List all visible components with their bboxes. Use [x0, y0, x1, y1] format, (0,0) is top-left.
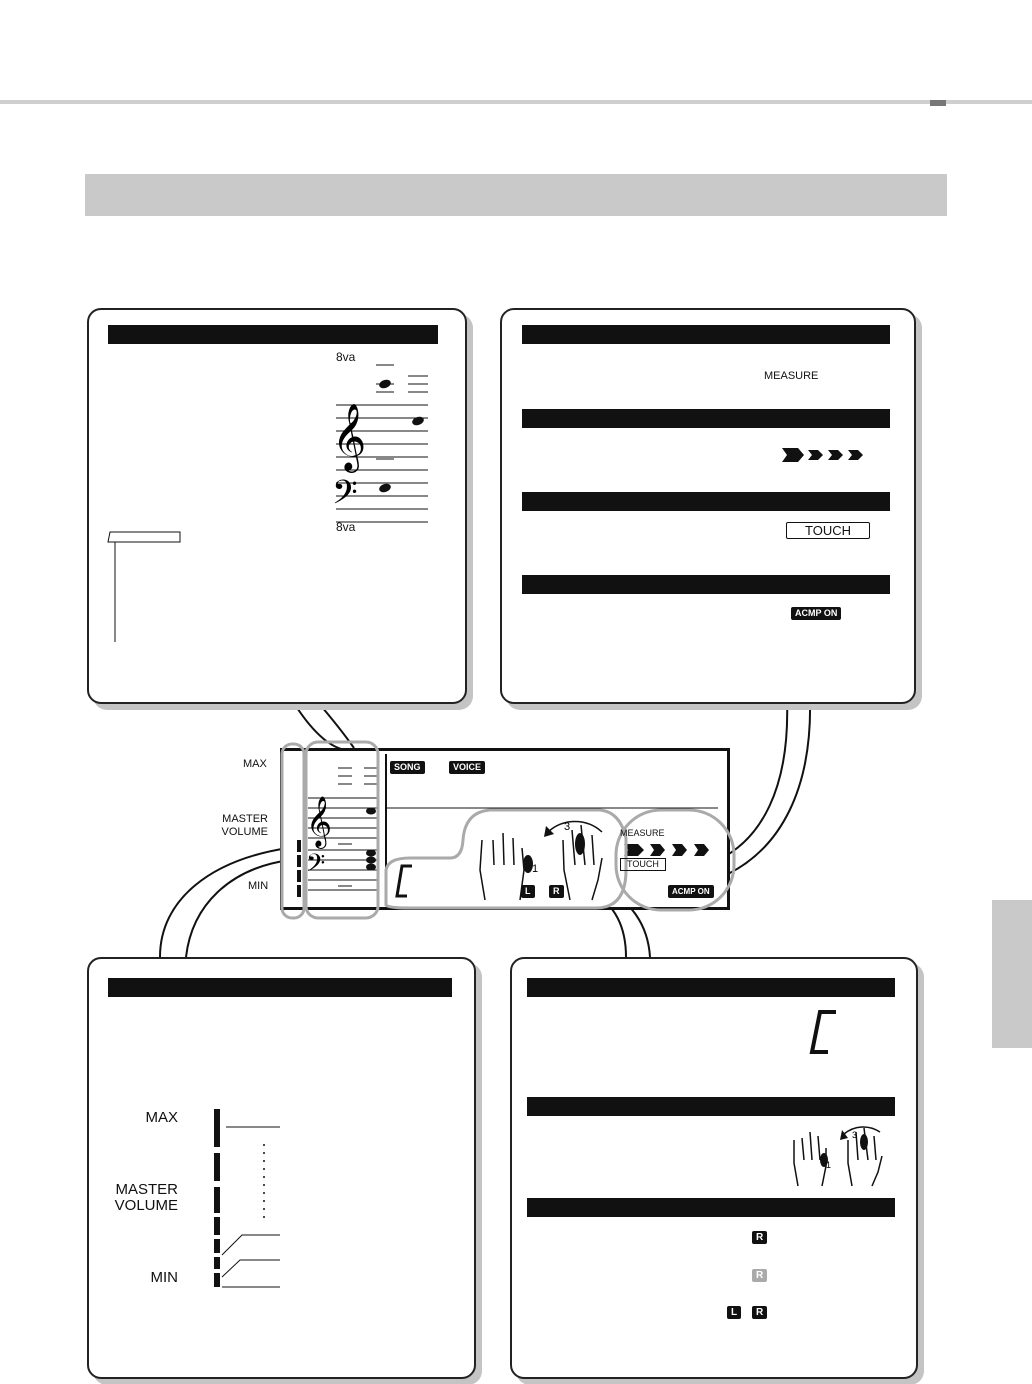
volume-min-label: MIN: [150, 1269, 178, 1286]
lcd-finger-3: 3: [564, 821, 571, 833]
lcd-volume-text: VOLUME: [221, 826, 268, 838]
lcd-volume-bars: [297, 840, 301, 897]
beat-heading: [522, 409, 890, 428]
lcd-acmp-on-badge: ACMP ON: [668, 885, 714, 898]
right-hand-badge: R: [752, 1231, 767, 1244]
treble-clef-icon: 𝄞: [332, 404, 367, 469]
volume-meter-bars: [214, 1109, 220, 1287]
fingering-hands-icon: [782, 1118, 892, 1188]
lcd-left-hand-badge: L: [521, 885, 535, 898]
chord-heading: [527, 978, 895, 997]
note-icon: [411, 415, 425, 427]
lcd-measure-label: MEASURE: [620, 828, 665, 838]
beat-arrows-icon: [782, 448, 866, 462]
lcd-min-label: MIN: [248, 880, 269, 892]
lcd-hands-icon: [480, 825, 602, 900]
right-hand-badge-both: R: [752, 1306, 767, 1319]
volume-meter-dots: [263, 1144, 265, 1218]
volume-master-text: MASTER: [115, 1181, 178, 1198]
measure-label: MEASURE: [764, 370, 819, 382]
note-icon: [378, 378, 392, 390]
lcd-voice-badge: VOICE: [449, 761, 485, 774]
volume-master-label: [100, 1182, 178, 1214]
volume-volume-text: VOLUME: [114, 1197, 178, 1214]
volume-meter: [210, 1105, 290, 1295]
bass-clef-icon: 𝄢: [332, 475, 358, 519]
octave-up-label: 8va: [336, 350, 356, 364]
note-icon: [378, 482, 392, 494]
acmp-heading: [522, 575, 890, 594]
lcd-song-badge: SONG: [390, 761, 425, 774]
lcd-master-volume-label: [218, 813, 268, 839]
chord-display-glyph: [808, 1008, 842, 1056]
left-hand-badge: L: [727, 1306, 741, 1319]
octave-down-label: 8va: [336, 520, 356, 534]
panel-notation-heading: [108, 325, 438, 344]
volume-max-label: MAX: [145, 1109, 178, 1126]
lcd-max-label: MAX: [243, 758, 267, 770]
lcd-bass-clef-icon: 𝄢: [306, 850, 326, 883]
lcd-beat-arrows-icon: [624, 844, 709, 856]
touch-heading: [522, 492, 890, 511]
touch-indicator: TOUCH: [786, 522, 870, 539]
fingering-finger-3: 3: [852, 1130, 858, 1140]
lcd-touch-indicator: TOUCH: [620, 858, 666, 871]
notation-callout-bracket: [106, 530, 186, 645]
fingering-heading: [527, 1097, 895, 1116]
lcd-master-text: MASTER: [222, 813, 268, 825]
measure-heading: [522, 325, 890, 344]
hand-heading: [527, 1198, 895, 1217]
lcd-chord-glyph: [397, 866, 412, 896]
lcd-finger-1: 1: [532, 863, 539, 875]
lcd-treble-clef-icon: 𝄞: [306, 797, 333, 846]
fingering-finger-1: 1: [826, 1160, 832, 1170]
lcd-right-hand-badge: R: [549, 885, 564, 898]
panel-volume-heading: [108, 978, 452, 997]
acmp-on-indicator: ACMP ON: [791, 607, 841, 620]
right-hand-badge-inactive: R: [752, 1269, 767, 1282]
staff-diagram: [330, 360, 440, 530]
